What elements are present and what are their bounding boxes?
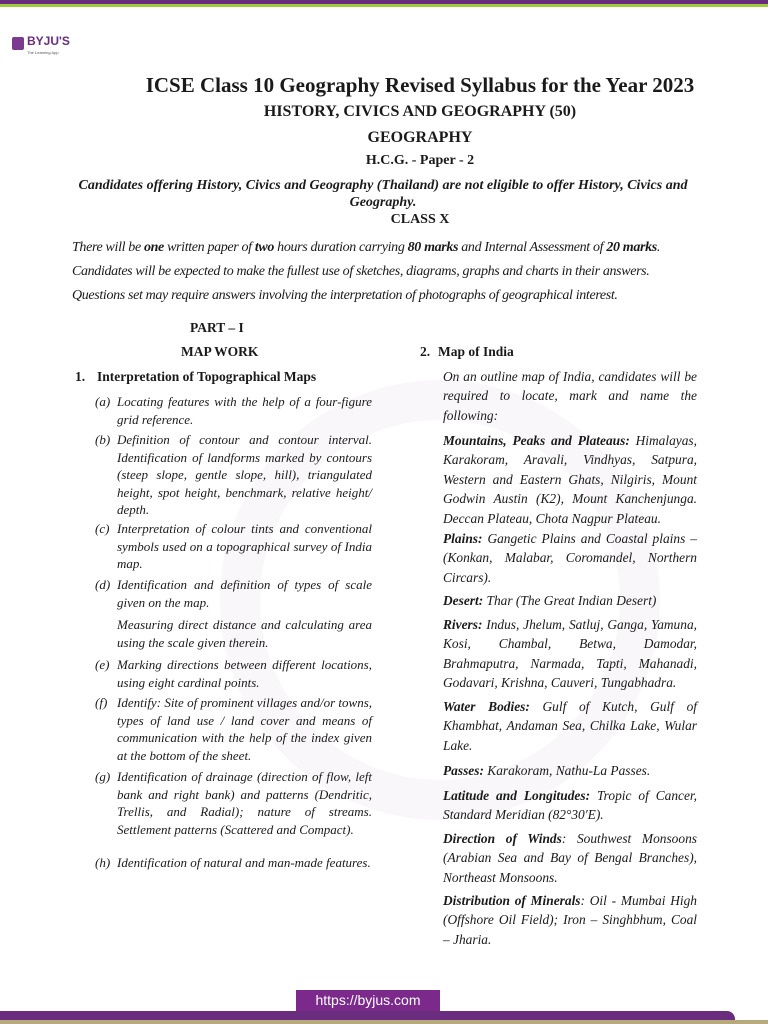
map-item-text: Thar (The Great Indian Desert) [483,593,657,608]
subject: GEOGRAPHY [367,129,473,146]
map-item-text: : Oil - Mumbai High (Offshore Oil Field); Iron – Singhbhum, Coal – Jharia. [443,893,697,947]
map-item-lead: Direction of Winds [443,831,562,846]
map-item-lead: Plains: [443,531,483,546]
logo-tagline: The Learning App [27,50,59,55]
map-item-lead: Rivers: [443,617,483,632]
class-label: CLASS X [390,212,450,227]
item-label: (d) [95,577,111,592]
list-item [95,656,372,691]
intro-text: written paper of [163,240,255,255]
top-accent-bar [0,4,768,7]
list-item [95,393,372,428]
map-item [443,891,697,949]
item-text: Identify: Site of prominent villages and/or towns, types of land use / land cover and means of communication with the help of the index given at the bottom of the sheet. [117,695,372,763]
map-item-lead: Latitude and Longitudes: [443,788,591,803]
item-label: (c) [95,521,110,536]
website-link[interactable]: https://byjus.com [296,990,440,1011]
map-item-text: Gulf of Kutch, Gulf of Khambhat, Andaman Sea, Chilka Lake, Wular Lake. [443,699,697,753]
map-item-lead: Water Bodies: [443,699,530,714]
map-item-text: : Southwest Monsoons (Arabian Sea and Bay of Bengal Branches), Northeast Monsoons. [443,831,697,885]
item-text: Marking directions between different locations, using eight cardinal points. [117,657,372,690]
paper-code: H.C.G. - Paper - 2 [365,153,475,168]
map-item-lead: Desert: [443,593,484,608]
map-item [443,761,697,780]
logo-icon [12,37,24,50]
item-text: Identification of drainage (direction of flow, left bank and right bank) and patterns (Dendritic, Trellis, and Radial); nature of streams. Settlement patterns (Scattered and Compact). [117,769,372,837]
list-item [95,616,372,651]
india-map-heading: Map of India [438,344,514,359]
footer-bar [0,1011,735,1020]
map-item-lead: Mountains, Peaks and Plateaus: [443,433,630,448]
item-text: Definition of contour and contour interval. Identification of landforms marked by contours (steep slope, gentle slope, hill), triangulated height, spot height, benchmark, relative height/ depth. [117,432,372,517]
intro-text: and Internal Assessment of [458,240,607,255]
intro-line-3: Questions set may require answers involving the interpretation of photographs of geographical interest. [72,288,618,303]
intro-line-1 [72,240,712,256]
map-item-lead: Distribution of Minerals [443,893,581,908]
part-heading: PART – I [190,320,244,335]
eligibility-note: Candidates offering History, Civics and Geography (Thailand) are not eligible to offer History, Civics and Geography. [78,178,688,210]
map-item [443,615,697,693]
item-text: Identification and definition of types of scale given on the map. [117,577,372,610]
item-text: Measuring direct distance and calculating area using the scale given therein. [117,617,372,650]
intro-bold: 80 marks [407,240,459,255]
map-item-text: Gangetic Plains and Coastal plains – (Konkan, Malabar, Coromandel, Northern Circars). [443,531,697,585]
item-label: (a) [95,394,111,409]
section-heading: MAP WORK [181,344,259,359]
list-item [95,768,372,838]
item-label: (f) [95,695,108,710]
intro-bold: 20 marks [606,240,657,255]
map-item [443,367,697,425]
map-item [443,431,697,528]
map-item [443,786,697,825]
intro-text: . [656,240,660,255]
subtitle: HISTORY, CIVICS AND GEOGRAPHY (50) [263,103,577,120]
item-text: Interpretation of colour tints and conventional symbols used on a topographical survey of India map. [117,521,372,571]
list-item [95,694,372,764]
footer-accent [0,1020,768,1024]
list-item [95,520,372,573]
topo-heading: Interpretation of Topographical Maps [97,369,317,384]
item-label: (g) [95,769,111,784]
list-item [95,431,372,519]
map-item [443,829,697,887]
intro-text: hours duration carrying [274,240,408,255]
item-text: Locating features with the help of a four-figure grid reference. [117,394,372,427]
intro-bold: one [143,240,164,255]
list-item [95,854,372,872]
byjus-logo[interactable] [12,32,70,55]
map-item-text: On an outline map of India, candidates will be required to locate, mark and name the following: [443,369,697,423]
map-item-text: Indus, Jhelum, Satluj, Ganga, Yamuna, Kosi, Chambal, Betwa, Damodar, Brahmaputra, Narmada, Tapti, Mahanadi, Godavari, Krishna, Cauveri, Tungabhadra. [443,617,697,691]
heading-number: 2. [420,344,431,359]
intro-bold: two [254,240,275,255]
intro-text: There will be [72,240,144,255]
map-item-lead: Passes: [443,763,484,778]
item-label: (h) [95,855,111,870]
item-text: Identification of natural and man-made features. [117,855,371,870]
item-label: (e) [95,657,110,672]
item-label: (b) [95,432,111,447]
list-item [95,576,372,611]
map-item [443,529,697,587]
map-item-text: Karakoram, Nathu-La Passes. [483,763,651,778]
logo-text: BYJU'S [27,34,70,48]
intro-line-2: Candidates will be expected to make the fullest use of sketches, diagrams, graphs and charts in their answers. [72,264,650,279]
map-item [443,591,697,610]
page-title: ICSE Class 10 Geography Revised Syllabus for the Year 2023 [145,73,695,97]
map-item-text: Tropic of Cancer, Standard Meridian (82°30′E). [443,788,698,823]
heading-number: 1. [75,369,86,384]
map-item [443,697,697,755]
map-item-text: Himalayas, Karakoram, Aravali, Vindhyas, Satpura, Western and Eastern Ghats, Nilgiris, Mount Godwin Austin (K2), Mount Kanchenjunga. Deccan Plateau, Chota Nagpur Plateau. [443,433,697,526]
